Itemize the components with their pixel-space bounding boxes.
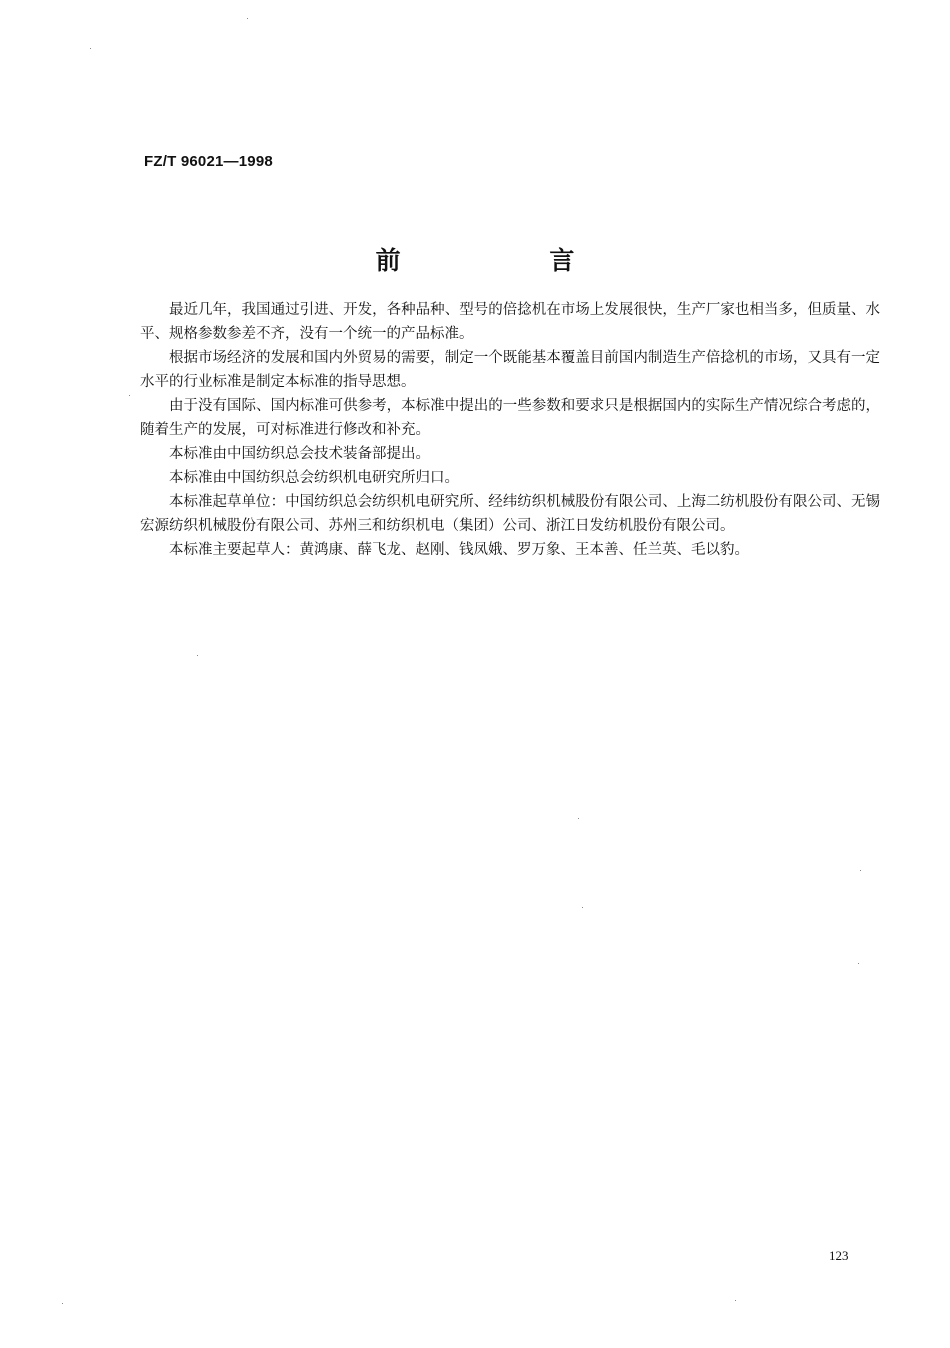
scan-speck: [62, 1303, 63, 1304]
standard-code: FZ/T 96021—1998: [144, 153, 273, 170]
page-number: 123: [829, 1248, 849, 1263]
paragraph: 本标准起草单位：中国纺织总会纺织机电研究所、经纬纺织机械股份有限公司、上海二纺机股份有限公司、无锡宏源纺织机械股份有限公司、苏州三和纺织机电（集团）公司、浙江日发纺机股份有限公司。: [140, 494, 880, 534]
scan-speck: [858, 963, 859, 964]
scan-speck: [582, 907, 583, 908]
paragraph: 根据市场经济的发展和国内外贸易的需要，制定一个既能基本覆盖目前国内制造生产倍捻机的市场，又具有一定水平的行业标准是制定本标准的指导思想。: [140, 350, 880, 390]
scan-speck: [247, 18, 248, 19]
scan-speck: [129, 395, 130, 396]
scan-speck: [860, 870, 861, 871]
paragraph: 本标准由中国纺织总会技术装备部提出。: [169, 446, 430, 462]
paragraph: 由于没有国际、国内标准可供参考，本标准中提出的一些参数和要求只是根据国内的实际生产情况综合考虑的，随着生产的发展，可对标准进行修改和补充。: [140, 398, 880, 438]
page-title: 前 言: [375, 246, 645, 275]
scan-speck: [735, 1300, 736, 1301]
paragraph: 本标准主要起草人：黄鸿康、薛飞龙、赵刚、钱凤娥、罗万象、王本善、任兰英、毛以豹。: [169, 542, 749, 558]
paragraph: 本标准由中国纺织总会纺织机电研究所归口。: [169, 470, 459, 486]
scan-speck: [197, 655, 198, 656]
foreword-body: [140, 298, 880, 562]
paragraph: 最近几年，我国通过引进、开发，各种品种、型号的倍捻机在市场上发展很快，生产厂家也相当多，但质量、水平、规格参数参差不齐，没有一个统一的产品标准。: [140, 302, 880, 342]
scan-speck: [90, 48, 91, 49]
scan-speck: [578, 818, 579, 819]
